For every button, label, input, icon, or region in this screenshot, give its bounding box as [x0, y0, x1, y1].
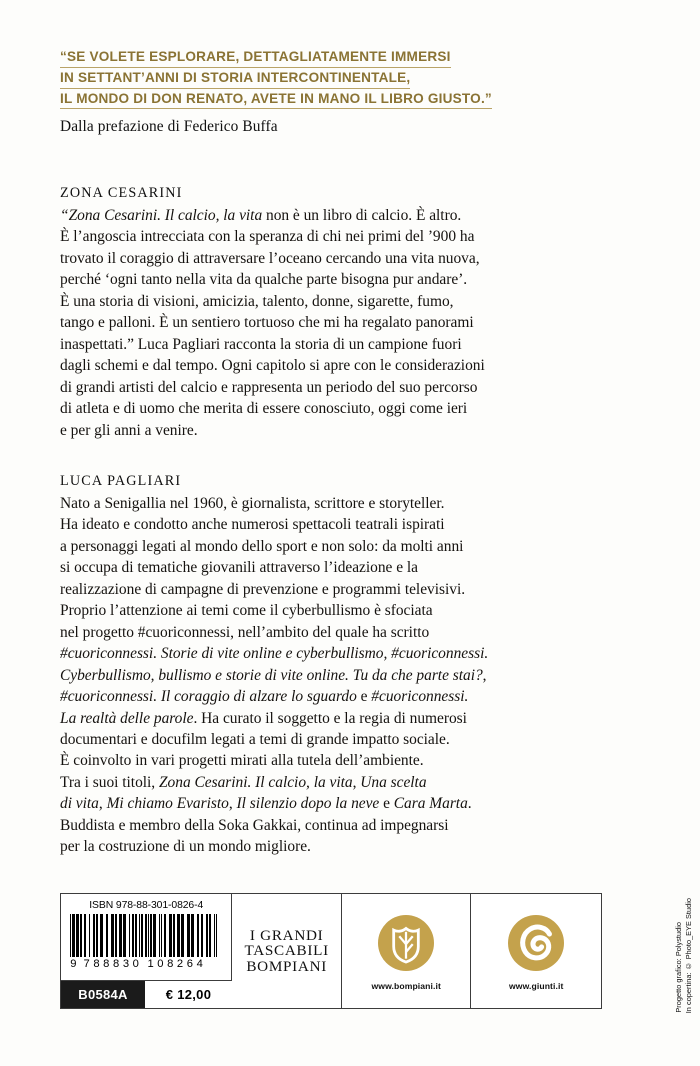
book-text-line: inaspettati.” Luca Pagliari racconta la storia di un campione fuori [60, 335, 462, 353]
headline-line-2: IN SETTANT’ANNI DI STORIA INTERCONTINENTALE, [60, 68, 410, 89]
bompiani-cell[interactable] [342, 894, 472, 1008]
giunti-cell[interactable] [471, 894, 601, 1008]
barcode-digits-right: 108264 [147, 958, 207, 970]
book-text-line: “Zona Cesarini. Il calcio, la vita non è un libro di calcio. È altro. [60, 207, 462, 224]
author-text-line: Cyberbullismo, bullismo e storie di vite online. Tu da che parte stai?, [60, 666, 487, 684]
author-text-line: #cuoriconnessi. Storie di vite online e cyberbullismo, #cuoriconnessi. [60, 645, 489, 663]
book-text-line: e per gli anni a venire. [60, 421, 198, 439]
headline-attribution: Dalla prefazione di Federico Buffa [60, 118, 278, 136]
book-text-line: di atleta e di uomo che merita di essere conosciuto, oggi come ieri [60, 400, 468, 418]
author-text-line: È coinvolto in vari progetti mirati alla tutela dell’ambiente. [60, 752, 424, 770]
author-text-line: La realtà delle parole. Ha curato il soggetto e la regia di numerosi [60, 709, 467, 727]
author-text-line: di vita, Mi chiamo Evaristo, Il silenzio dopo la neve e Cara Marta. [60, 795, 472, 813]
author-text-line: per la costruzione di un mondo migliore. [60, 838, 311, 856]
isbn-label: ISBN 978-88-301-0826-4 [89, 900, 204, 911]
barcode-cell [61, 894, 232, 1008]
price-label: € 12,00 [145, 981, 232, 1008]
book-text-line: È l’angoscia intrecciata con la speranza di chi nei primi del ’900 ha [60, 228, 475, 246]
cover-credits [673, 893, 693, 1013]
headline-line-3: IL MONDO DI DON RENATO, AVETE IN MANO IL LIBRO GIUSTO.” [60, 89, 492, 110]
book-description-section [60, 185, 590, 441]
barcode-digits-left: 788830 [83, 958, 143, 970]
imprint-name [244, 928, 328, 974]
imprint-cell [232, 894, 342, 1008]
book-text-line: perché ‘ogni tanto nella vita da qualche parte bisogna pur andare’. [60, 271, 468, 289]
author-bio-section [60, 473, 590, 858]
author-text-line: Buddista e membro della Soka Gakkai, continua ad impegnarsi [60, 816, 449, 834]
price-row [61, 980, 232, 1008]
book-text-line: di grandi artisti del calcio e rappresenta un periodo del suo percorso [60, 378, 478, 396]
book-text-line: dagli schemi e dal tempo. Ogni capitolo si apre con le considerazioni [60, 357, 485, 375]
book-text-line: È una storia di visioni, amicizia, talento, donne, sigarette, fumo, [60, 292, 454, 310]
barcode-digit-lead: 9 [70, 958, 79, 970]
book-text-line: trovato il coraggio di attraversare l’oceano cercando una vita nuova, [60, 249, 480, 267]
headline-quote [60, 47, 550, 136]
barcode-bars [70, 914, 222, 957]
design-credit: Progetto grafico: Polystudio [674, 922, 683, 1013]
author-text-line: documentari e docufilm legati a temi di grande impatto sociale. [60, 730, 450, 748]
cover-photo-credit: In copertina: © Photo_EYE Studio [684, 897, 693, 1013]
author-text-line: Proprio l’attenzione ai temi come il cyberbullismo è sfociata [60, 602, 433, 620]
author-text-line: Tra i suoi titoli, Zona Cesarini. Il calcio, la vita, Una scelta [60, 773, 427, 791]
product-code: B0584A [61, 981, 145, 1008]
imprint-line-3: BOMPIANI [246, 957, 328, 975]
barcode-digits [69, 958, 223, 970]
bompiani-url[interactable]: www.bompiani.it [371, 981, 441, 991]
author-section-title: LUCA PAGLIARI [60, 473, 182, 489]
headline-line-1: “SE VOLETE ESPLORARE, DETTAGLIATAMENTE IMMERSI [60, 47, 451, 68]
giunti-logo-icon [508, 915, 564, 971]
giunti-url[interactable]: www.giunti.it [509, 981, 564, 991]
author-text-line: Ha ideato e condotto anche numerosi spettacoli teatrali ispirati [60, 516, 445, 534]
bompiani-logo-icon [378, 915, 434, 971]
footer-bar [60, 893, 602, 1009]
author-text-line: si occupa di tematiche giovanili attraverso l’ideazione e la [60, 559, 419, 577]
book-text-line: tango e palloni. È un sentiero tortuoso che mi ha regalato panorami [60, 314, 474, 332]
author-text-line: #cuoriconnessi. Il coraggio di alzare lo sguardo e #cuoriconnessi. [60, 688, 469, 706]
author-text-line: a personaggi legati al mondo dello sport e non solo: da molti anni [60, 537, 464, 555]
author-text-line: Nato a Senigallia nel 1960, è giornalista, scrittore e storyteller. [60, 495, 445, 512]
author-text-line: realizzazione di campagne di prevenzione e programmi televisivi. [60, 580, 466, 598]
book-section-title: ZONA CESARINI [60, 185, 183, 201]
imprint-line-2: TASCABILI [244, 942, 329, 960]
author-text-line: nel progetto #cuoriconnessi, nell’ambito del quale ha scritto [60, 623, 430, 641]
imprint-line-1: I GRANDI [249, 926, 324, 944]
